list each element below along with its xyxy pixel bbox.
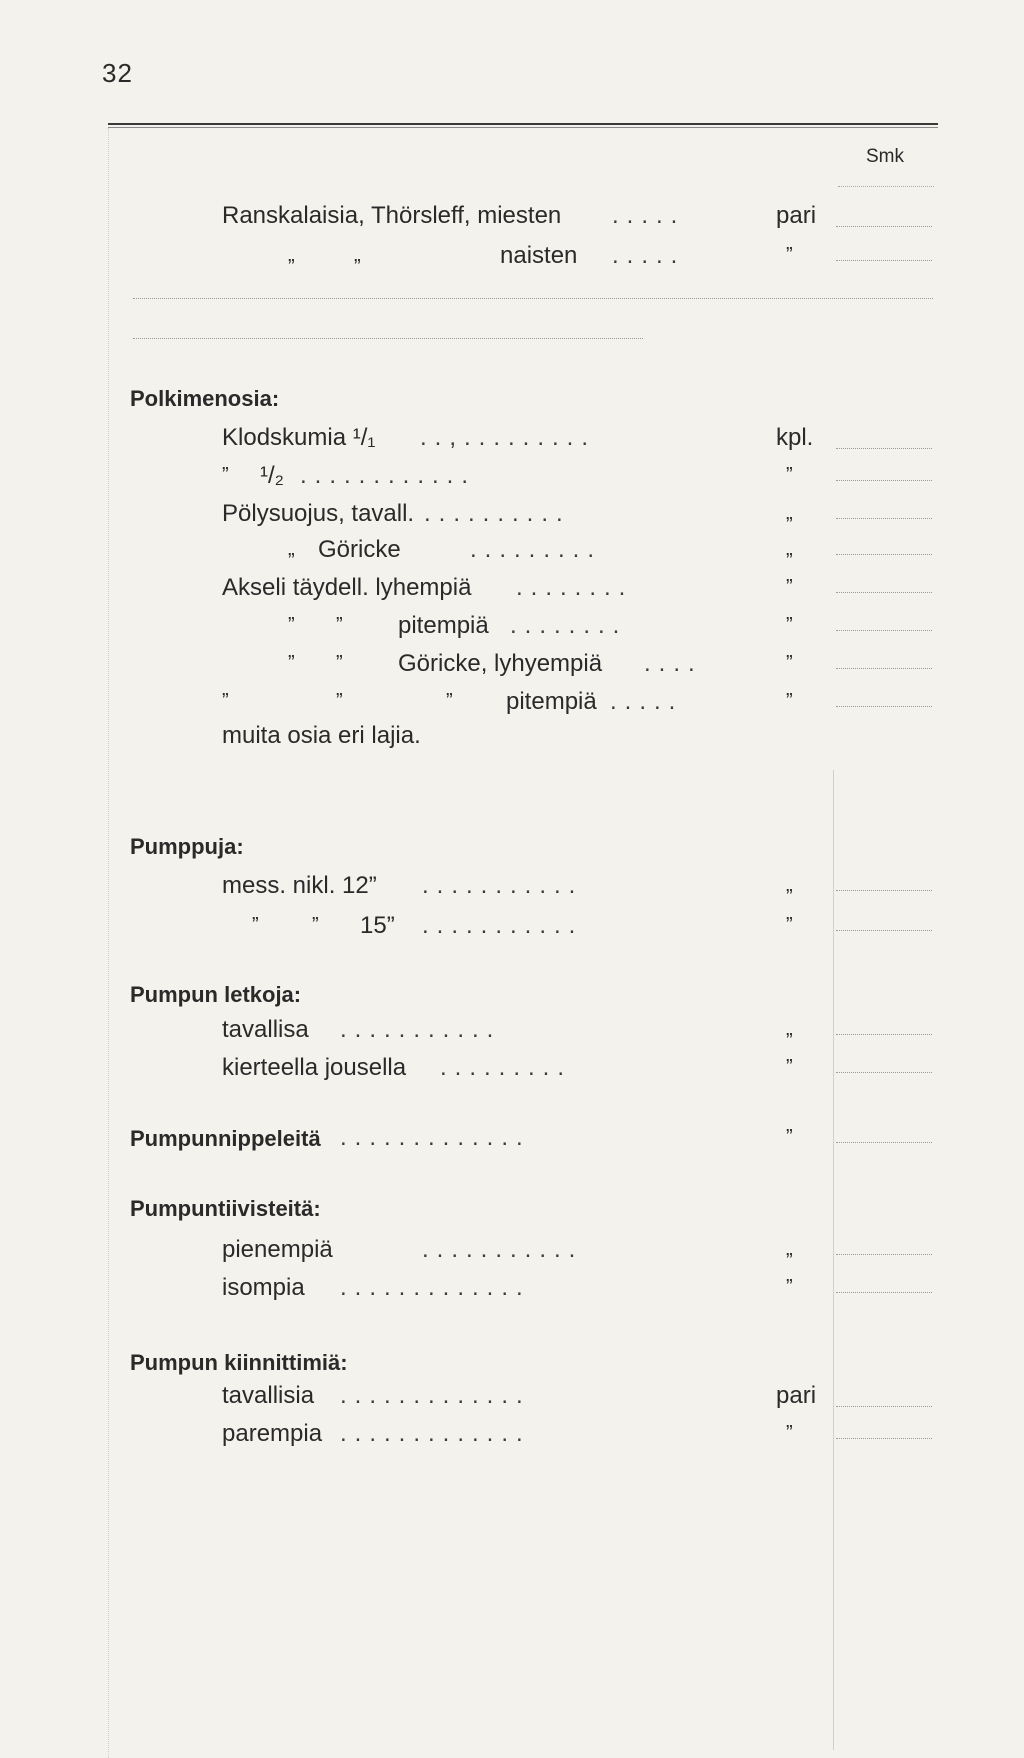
- ditto-mark: ”: [786, 1056, 793, 1078]
- price-row: [0, 1274, 1024, 1308]
- amount-blank: [836, 930, 932, 931]
- leader-dots: ........: [510, 612, 628, 639]
- price-row: [0, 574, 1024, 608]
- ditto-mark: ”: [446, 690, 453, 712]
- leader-dots: .............: [340, 1420, 531, 1447]
- leader-dots: .....: [612, 242, 686, 269]
- price-row: [0, 202, 1024, 236]
- item-label: mess. nikl. 12”: [222, 872, 377, 899]
- leader-dots: .............: [340, 1124, 531, 1151]
- item-label: naisten: [500, 242, 578, 269]
- ditto-mark: ”: [252, 914, 259, 936]
- item-label: pitempiä: [506, 688, 597, 715]
- ditto-mark: „: [786, 874, 793, 896]
- amount-blank: [836, 448, 932, 449]
- amount-blank: [836, 592, 932, 593]
- item-label: 15”: [360, 912, 395, 939]
- item-label: Klodskumia ¹/₁: [222, 424, 376, 451]
- item-label: Göricke: [318, 536, 401, 563]
- item-label: pienempiä: [222, 1236, 333, 1263]
- ditto-mark: ”: [222, 464, 229, 486]
- header-rule: [108, 123, 938, 125]
- item-label: Pölysuojus, tavall.: [222, 500, 415, 527]
- leader-dots: ............: [300, 462, 477, 489]
- item-unit: kpl.: [776, 424, 814, 451]
- leader-dots: .............: [340, 1274, 531, 1301]
- item-unit: pari: [776, 202, 817, 229]
- section-heading-polkimenosia: Polkimenosia:: [130, 386, 280, 411]
- amount-blank: [836, 260, 932, 261]
- ditto-mark: ”: [336, 690, 343, 712]
- amount-blank: [836, 1406, 932, 1407]
- leader-dots: .............: [340, 1382, 531, 1409]
- price-row: [0, 500, 1024, 534]
- leader-dots: .........: [470, 536, 603, 563]
- ditto-mark: „: [786, 1238, 793, 1260]
- ditto-mark: „: [786, 1018, 793, 1040]
- amount-blank: [836, 1072, 932, 1073]
- column-header-smk: Smk: [866, 146, 904, 167]
- ditto-mark: ”: [786, 1126, 793, 1148]
- price-row: [0, 722, 1024, 756]
- price-row: [0, 872, 1024, 906]
- amount-blank: [836, 1292, 932, 1293]
- leader-dots: ..,.........: [420, 424, 597, 451]
- ditto-mark: „: [288, 244, 295, 266]
- price-row: [0, 1236, 1024, 1270]
- leader-dots: ...........: [422, 1236, 584, 1263]
- ditto-mark: ”: [786, 464, 793, 486]
- header-rule-thin: [108, 127, 938, 128]
- ditto-mark: ”: [288, 614, 295, 636]
- amount-blank: [836, 890, 932, 891]
- ditto-mark: ”: [786, 652, 793, 674]
- price-row: [0, 1382, 1024, 1416]
- price-row: [0, 650, 1024, 684]
- item-label: parempia: [222, 1420, 323, 1447]
- section-heading-pumpunnippeleita: Pumpunnippeleitä: [130, 1126, 321, 1151]
- column-header-rule: [838, 186, 934, 187]
- item-label: kierteella jousella: [222, 1054, 407, 1081]
- leader-dots: .....: [612, 202, 686, 229]
- price-row: [0, 242, 1024, 276]
- price-row: [0, 424, 1024, 458]
- amount-blank: [836, 1438, 932, 1439]
- price-row: [0, 1420, 1024, 1454]
- leader-dots: ...........: [340, 1016, 502, 1043]
- item-label: muita osia eri lajia.: [222, 722, 421, 749]
- amount-blank: [836, 630, 932, 631]
- item-label: pitempiä: [398, 612, 489, 639]
- ditto-mark: „: [354, 244, 361, 266]
- section-heading-pumpuntiivisteita: Pumpuntiivisteitä:: [130, 1196, 321, 1221]
- amount-blank: [836, 518, 932, 519]
- item-label: Göricke, lyhyempiä: [398, 650, 603, 677]
- ditto-mark: „: [288, 538, 295, 560]
- item-label: tavallisia: [222, 1382, 315, 1409]
- amount-blank: [836, 554, 932, 555]
- item-label: tavallisa: [222, 1016, 309, 1043]
- blank-line: [133, 338, 643, 339]
- ditto-mark: „: [786, 538, 793, 560]
- ditto-mark: ”: [786, 614, 793, 636]
- price-row: [0, 1016, 1024, 1050]
- item-label: Akseli täydell. lyhempiä: [222, 574, 472, 601]
- section-heading-pumppuja: Pumppuja:: [130, 834, 244, 859]
- ditto-mark: ”: [786, 690, 793, 712]
- item-unit: pari: [776, 1382, 817, 1409]
- price-row: [0, 688, 1024, 722]
- leader-dots: ..........: [424, 500, 571, 527]
- amount-blank: [836, 1034, 932, 1035]
- amount-blank: [836, 1254, 932, 1255]
- ditto-mark: ”: [288, 652, 295, 674]
- leader-dots: ........: [516, 574, 634, 601]
- leader-dots: ...........: [422, 872, 584, 899]
- leader-dots: ....: [644, 650, 703, 677]
- leader-dots: ...........: [422, 912, 584, 939]
- item-label: ¹/₂: [260, 462, 284, 489]
- amount-blank: [836, 1142, 932, 1143]
- leader-dots: .........: [440, 1054, 573, 1081]
- amount-blank: [836, 480, 932, 481]
- price-row: [0, 1054, 1024, 1088]
- price-row: [0, 912, 1024, 946]
- ditto-mark: ”: [786, 914, 793, 936]
- section-heading-pumpun-kiinnittimia: Pumpun kiinnittimiä:: [130, 1350, 348, 1375]
- price-row: [0, 462, 1024, 496]
- ditto-mark: ”: [312, 914, 319, 936]
- amount-blank: [836, 668, 932, 669]
- ditto-mark: ”: [222, 690, 229, 712]
- ditto-mark: ”: [786, 244, 793, 266]
- price-row: [0, 612, 1024, 646]
- section-heading-pumpun-letkoja: Pumpun letkoja:: [130, 982, 302, 1007]
- item-label: Ranskalaisia, Thörsleff, miesten: [222, 202, 562, 229]
- ditto-mark: ”: [786, 1422, 793, 1444]
- leader-dots: .....: [610, 688, 684, 715]
- ditto-mark: ”: [786, 1276, 793, 1298]
- blank-line: [133, 298, 933, 299]
- amount-blank: [836, 706, 932, 707]
- ditto-mark: ”: [336, 652, 343, 674]
- amount-blank: [836, 226, 932, 227]
- page-number: 32: [102, 58, 133, 88]
- price-row: [0, 536, 1024, 570]
- ditto-mark: ”: [786, 576, 793, 598]
- ditto-mark: „: [786, 502, 793, 524]
- ditto-mark: ”: [336, 614, 343, 636]
- item-label: isompia: [222, 1274, 305, 1301]
- price-row: [0, 1124, 1024, 1158]
